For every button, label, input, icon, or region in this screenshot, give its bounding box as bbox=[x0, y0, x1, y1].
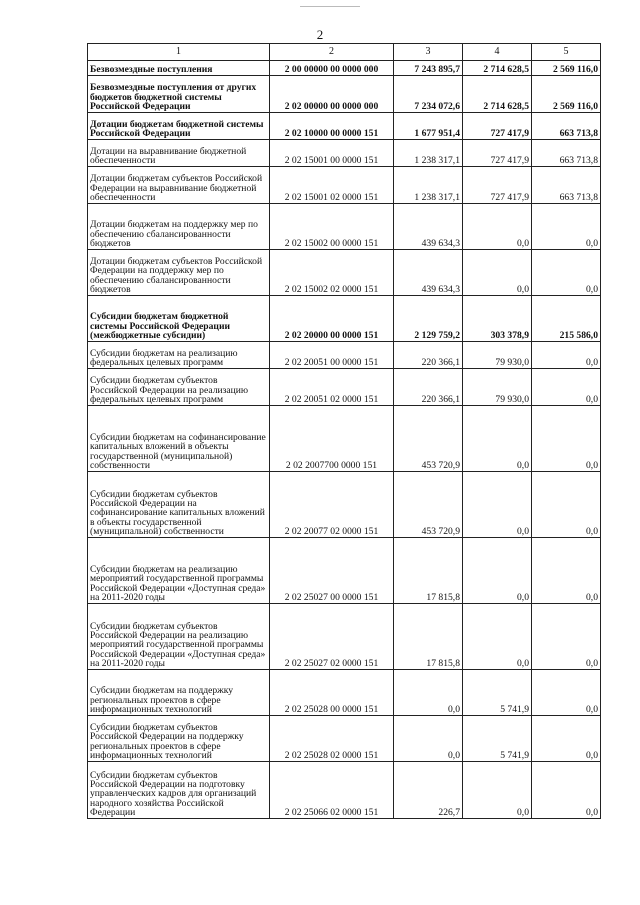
row-value-2018-cell: 0,0 bbox=[394, 670, 463, 716]
row-value-2018-cell: 7 234 072,6 bbox=[394, 76, 463, 113]
table-row bbox=[88, 406, 601, 472]
row-code-cell: 2 02 20000 00 0000 151 bbox=[270, 296, 394, 342]
top-rule bbox=[300, 6, 360, 7]
row-value-2019-cell: 0,0 bbox=[463, 472, 532, 538]
row-value-2018-cell: 439 634,3 bbox=[394, 250, 463, 296]
row-value-2018-cell: 17 815,8 bbox=[394, 538, 463, 604]
row-value-2020-cell: 0,0 bbox=[532, 342, 601, 369]
header-cell-1: 1 bbox=[88, 44, 270, 61]
row-value-2018-cell: 439 634,3 bbox=[394, 204, 463, 250]
row-value-2018-cell: 1 677 951,4 bbox=[394, 113, 463, 140]
row-code-cell: 2 02 15001 00 0000 151 bbox=[270, 140, 394, 167]
row-value-2019-cell: 0,0 bbox=[463, 406, 532, 472]
row-name-cell: Субсидии бюджетам субъектов Российской Федерации на реализацию мероприятий государственной программы Российской Федерации «Доступная среда» на 2011-2020 годы bbox=[88, 604, 270, 670]
page-number: 2 bbox=[316, 27, 324, 42]
table-row bbox=[88, 140, 601, 167]
row-name-cell: Дотации бюджетам бюджетной системы Российской Федерации bbox=[88, 113, 270, 140]
row-value-2020-cell: 0,0 bbox=[532, 716, 601, 762]
row-value-2020-cell: 0,0 bbox=[532, 538, 601, 604]
table-row bbox=[88, 167, 601, 204]
row-name-cell: Субсидии бюджетам субъектов Российской Федерации на подготовку управленческих кадров для организаций народного хозяйства Российской Федерации bbox=[88, 762, 270, 819]
row-name-cell: Субсидии бюджетам субъектов Российской Федерации на поддержку региональных проектов в сфере информационных технологий bbox=[88, 716, 270, 762]
row-value-2020-cell: 663 713,8 bbox=[532, 167, 601, 204]
row-name-cell: Субсидии бюджетам субъектов Российской Федерации на софинансирование капитальных вложений в объекты государственной (муниципальной) собственности bbox=[88, 472, 270, 538]
row-value-2020-cell: 663 713,8 bbox=[532, 113, 601, 140]
row-name-cell: Субсидии бюджетам субъектов Российской Федерации на реализацию федеральных целевых программ bbox=[88, 369, 270, 406]
table-row bbox=[88, 472, 601, 538]
row-value-2019-cell: 0,0 bbox=[463, 762, 532, 819]
row-value-2020-cell: 0,0 bbox=[532, 204, 601, 250]
row-code-cell: 2 02 2007700 0000 151 bbox=[270, 406, 394, 472]
row-value-2020-cell: 0,0 bbox=[532, 250, 601, 296]
row-code-cell: 2 02 20077 02 0000 151 bbox=[270, 472, 394, 538]
row-name-cell: Безвозмездные поступления от других бюджетов бюджетной системы Российской Федерации bbox=[88, 76, 270, 113]
row-code-cell: 2 02 15002 02 0000 151 bbox=[270, 250, 394, 296]
row-value-2020-cell: 215 586,0 bbox=[532, 296, 601, 342]
row-name-cell: Субсидии бюджетам на реализацию федеральных целевых программ bbox=[88, 342, 270, 369]
row-code-cell: 2 02 25027 02 0000 151 bbox=[270, 604, 394, 670]
row-value-2020-cell: 0,0 bbox=[532, 472, 601, 538]
row-value-2018-cell: 17 815,8 bbox=[394, 604, 463, 670]
row-value-2018-cell: 0,0 bbox=[394, 716, 463, 762]
row-value-2018-cell: 1 238 317,1 bbox=[394, 140, 463, 167]
row-name-cell: Дотации на выравнивание бюджетной обеспеченности bbox=[88, 140, 270, 167]
row-value-2019-cell: 0,0 bbox=[463, 250, 532, 296]
row-value-2019-cell: 0,0 bbox=[463, 538, 532, 604]
row-value-2020-cell: 0,0 bbox=[532, 369, 601, 406]
row-code-cell: 2 02 25066 02 0000 151 bbox=[270, 762, 394, 819]
row-code-cell: 2 02 00000 00 0000 000 bbox=[270, 76, 394, 113]
table-row bbox=[88, 113, 601, 140]
table-row bbox=[88, 604, 601, 670]
table-row bbox=[88, 61, 601, 76]
header-cell-4: 4 bbox=[463, 44, 532, 61]
table-row bbox=[88, 204, 601, 250]
header-cell-2: 2 bbox=[270, 44, 394, 61]
table-row bbox=[88, 250, 601, 296]
row-value-2019-cell: 727 417,9 bbox=[463, 167, 532, 204]
row-code-cell: 2 02 15001 02 0000 151 bbox=[270, 167, 394, 204]
row-name-cell: Дотации бюджетам субъектов Российской Федерации на выравнивание бюджетной обеспеченности bbox=[88, 167, 270, 204]
budget-table bbox=[87, 43, 601, 819]
row-name-cell: Субсидии бюджетам на реализацию мероприятий государственной программы Российской Федерации «Доступная среда» на 2011-2020 годы bbox=[88, 538, 270, 604]
row-code-cell: 2 02 25027 00 0000 151 bbox=[270, 538, 394, 604]
table-row bbox=[88, 369, 601, 406]
row-value-2019-cell: 5 741,9 bbox=[463, 716, 532, 762]
row-code-cell: 2 02 25028 00 0000 151 bbox=[270, 670, 394, 716]
row-value-2020-cell: 663 713,8 bbox=[532, 140, 601, 167]
row-value-2019-cell: 0,0 bbox=[463, 204, 532, 250]
row-value-2019-cell: 727 417,9 bbox=[463, 113, 532, 140]
row-value-2019-cell: 727 417,9 bbox=[463, 140, 532, 167]
row-name-cell: Субсидии бюджетам бюджетной системы Российской Федерации (межбюджетные субсидии) bbox=[88, 296, 270, 342]
row-code-cell: 2 00 00000 00 0000 000 bbox=[270, 61, 394, 76]
header-cell-5: 5 bbox=[532, 44, 601, 61]
row-value-2019-cell: 79 930,0 bbox=[463, 369, 532, 406]
table-row bbox=[88, 762, 601, 819]
row-value-2019-cell: 2 714 628,5 bbox=[463, 76, 532, 113]
row-code-cell: 2 02 10000 00 0000 151 bbox=[270, 113, 394, 140]
row-value-2019-cell: 2 714 628,5 bbox=[463, 61, 532, 76]
table-row bbox=[88, 716, 601, 762]
header-row bbox=[88, 44, 601, 61]
row-code-cell: 2 02 20051 02 0000 151 bbox=[270, 369, 394, 406]
table-row bbox=[88, 76, 601, 113]
row-value-2018-cell: 220 366,1 bbox=[394, 342, 463, 369]
row-code-cell: 2 02 25028 02 0000 151 bbox=[270, 716, 394, 762]
row-code-cell: 2 02 15002 00 0000 151 bbox=[270, 204, 394, 250]
row-value-2019-cell: 0,0 bbox=[463, 604, 532, 670]
header-cell-3: 3 bbox=[394, 44, 463, 61]
row-name-cell: Субсидии бюджетам на софинансирование капитальных вложений в объекты государственной (муниципальной) собственности bbox=[88, 406, 270, 472]
table-row bbox=[88, 538, 601, 604]
row-value-2019-cell: 303 378,9 bbox=[463, 296, 532, 342]
row-value-2020-cell: 0,0 bbox=[532, 406, 601, 472]
row-name-cell: Субсидии бюджетам на поддержку региональных проектов в сфере информационных технологий bbox=[88, 670, 270, 716]
row-value-2018-cell: 220 366,1 bbox=[394, 369, 463, 406]
table-row bbox=[88, 670, 601, 716]
row-name-cell: Безвозмездные поступления bbox=[88, 61, 270, 76]
row-value-2020-cell: 0,0 bbox=[532, 762, 601, 819]
table-row bbox=[88, 342, 601, 369]
row-value-2018-cell: 1 238 317,1 bbox=[394, 167, 463, 204]
row-name-cell: Дотации бюджетам на поддержку мер по обеспечению сбалансированности бюджетов bbox=[88, 204, 270, 250]
row-value-2018-cell: 226,7 bbox=[394, 762, 463, 819]
row-value-2018-cell: 2 129 759,2 bbox=[394, 296, 463, 342]
row-name-cell: Дотации бюджетам субъектов Российской Федерации на поддержку мер по обеспечению сбалансированности бюджетов bbox=[88, 250, 270, 296]
row-value-2020-cell: 0,0 bbox=[532, 670, 601, 716]
row-value-2020-cell: 2 569 116,0 bbox=[532, 61, 601, 76]
row-value-2020-cell: 2 569 116,0 bbox=[532, 76, 601, 113]
row-value-2018-cell: 7 243 895,7 bbox=[394, 61, 463, 76]
row-value-2020-cell: 0,0 bbox=[532, 604, 601, 670]
table-row bbox=[88, 296, 601, 342]
row-value-2018-cell: 453 720,9 bbox=[394, 406, 463, 472]
row-value-2019-cell: 79 930,0 bbox=[463, 342, 532, 369]
row-value-2018-cell: 453 720,9 bbox=[394, 472, 463, 538]
row-code-cell: 2 02 20051 00 0000 151 bbox=[270, 342, 394, 369]
row-value-2019-cell: 5 741,9 bbox=[463, 670, 532, 716]
